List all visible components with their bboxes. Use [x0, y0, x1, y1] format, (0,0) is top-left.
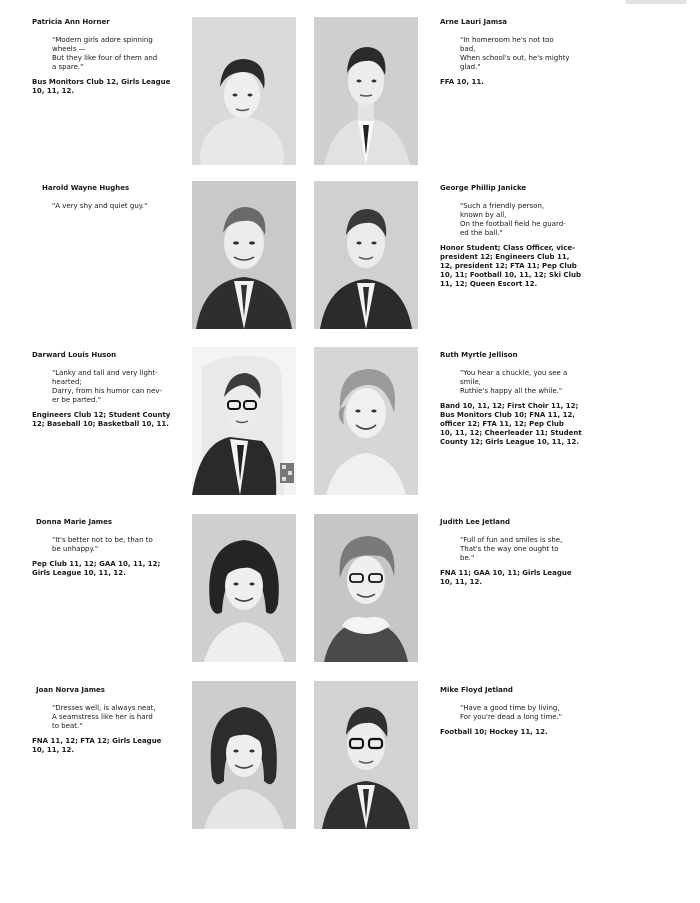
portrait-photo-jellison: [314, 347, 418, 495]
student-quote: "You hear a chuckle, you see a smile, Ruthie's happy all the while.": [460, 369, 568, 395]
portrait-photo-huson: [192, 347, 296, 495]
student-quote: "Such a friendly person, known by all, On the football field he guard- ed the ball.": [460, 202, 566, 237]
student-activities: Band 10, 11, 12; First Choir 11, 12; Bus Monitors Club 10; FNA 11, 12, officer 12; FTA 11, 12; Pep Club 10, 11, 12; Cheerleader 11; Student County 12; Girls League 10, 11, 12.: [440, 402, 582, 446]
student-quote: "Lanky and tall and very light- hearted; Darry, from his humor can nev- er be parted.": [52, 369, 162, 404]
page-corner-mark: [626, 0, 686, 4]
student-activities: FFA 10, 11.: [440, 78, 484, 86]
student-name: George Phillip Janicke: [440, 184, 527, 192]
student-name: Mike Floyd Jetland: [440, 686, 513, 694]
student-name: Joan Norva James: [36, 686, 105, 694]
student-entry-donna-james: [32, 518, 180, 578]
student-entry-joan-james: [32, 686, 180, 755]
student-entry-hughes: [32, 184, 180, 217]
student-name: Arne Lauri Jamsa: [440, 18, 508, 26]
student-quote: "Full of fun and smiles is she, That's the way one ought to be.": [460, 536, 563, 562]
student-activities: Honor Student; Class Officer, vice- president 12; Engineers Club 11, 12, president 12; FTA 11; Pep Club 10, 11; Football 10, 11, 12; Ski Club 11, 12; Queen Escort 12.: [440, 244, 581, 288]
student-quote: "It's better not to be, than to be unhappy.": [52, 536, 153, 553]
portrait-photo-jetland-judith: [314, 514, 418, 662]
portrait-photo-jetland-mike: [314, 681, 418, 829]
student-name: Harold Wayne Hughes: [42, 184, 130, 192]
student-entry-huson: [32, 351, 180, 429]
student-entry-jetland-judith: [440, 518, 588, 587]
student-name: Judith Lee Jetland: [440, 518, 510, 526]
portrait-photo-horner: [192, 17, 296, 165]
portrait-photo-hughes: [192, 181, 296, 329]
portrait-photo-janicke: [314, 181, 418, 329]
student-activities: Pep Club 11, 12; GAA 10, 11, 12; Girls League 10, 11, 12.: [32, 560, 161, 577]
student-activities: FNA 11, 12; FTA 12; Girls League 10, 11, 12.: [32, 737, 162, 754]
student-entry-jetland-mike: [440, 686, 588, 737]
student-name: Patricia Ann Horner: [32, 18, 110, 26]
student-quote: "Dresses well, is always neat, A seamstress like her is hard to beat.": [52, 704, 156, 730]
student-name: Ruth Myrtle Jellison: [440, 351, 518, 359]
student-quote: "Have a good time by living, For you're dead a long time.": [460, 704, 563, 721]
portrait-photo-donna-james: [192, 514, 296, 662]
student-activities: FNA 11; GAA 10, 11; Girls League 10, 11, 12.: [440, 569, 572, 586]
student-name: Darward Louis Huson: [32, 351, 117, 359]
student-entry-horner: [32, 18, 180, 96]
student-entry-jellison: [440, 351, 588, 447]
student-quote: "A very shy and quiet guy.": [52, 202, 148, 210]
student-name: Donna Marie James: [36, 518, 113, 526]
student-activities: Engineers Club 12; Student County 12; Baseball 10; Basketball 10, 11.: [32, 411, 171, 428]
portrait-photo-joan-james: [192, 681, 296, 829]
student-entry-jamsa: [440, 18, 588, 87]
portrait-photo-jamsa: [314, 17, 418, 165]
student-entry-janicke: [440, 184, 588, 289]
student-activities: Bus Monitors Club 12, Girls League 10, 11, 12.: [32, 78, 171, 95]
student-quote: "Modern girls adore spinning wheels — But they like four of them and a spare.": [52, 36, 158, 71]
student-activities: Football 10; Hockey 11, 12.: [440, 728, 548, 736]
student-quote: "In homeroom he's not too bad, When school's out, he's mighty glad.": [460, 36, 570, 71]
